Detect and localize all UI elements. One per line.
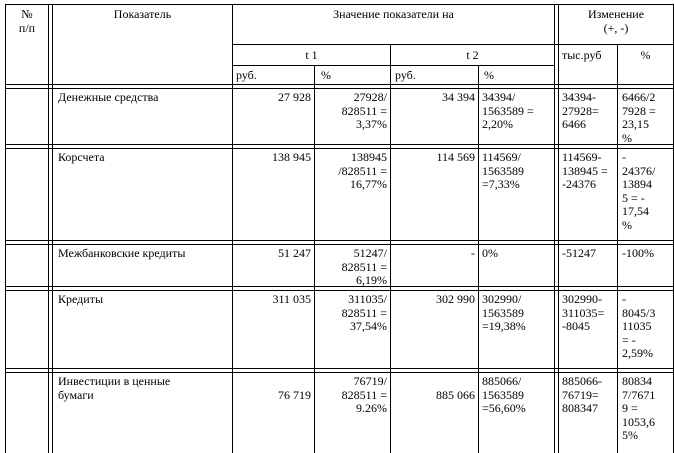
table-line	[48, 4, 49, 453]
row-t2-pct: 34394/ 1563589 = 2,20%	[482, 90, 534, 131]
table-line	[232, 4, 233, 453]
row-t1-pct: 27928/ 828511 = 3,37%	[341, 90, 387, 131]
table-line	[5, 368, 674, 369]
row-t1-rub: 51 247	[278, 246, 311, 260]
header-pct-t1: %	[321, 68, 331, 82]
row-t1-rub: 311 035	[272, 292, 311, 306]
table-line	[5, 290, 674, 291]
table-line	[554, 4, 555, 453]
header-indicator: Показатель	[113, 7, 172, 21]
row-change-rub: -51247	[562, 246, 596, 260]
header-value: Значение показатели на	[333, 7, 454, 21]
row-t1-rub: 138 945	[272, 150, 311, 164]
row-t2-rub: 885 066	[436, 388, 475, 402]
row-change-pct: 80834 7/7671 9 = 1053,6 5%	[622, 374, 656, 442]
row-t1-rub: 76 719	[278, 388, 311, 402]
row-t1-pct: 138945 /828511 = 16,77%	[338, 150, 387, 191]
table-line	[5, 148, 674, 149]
table-line	[52, 4, 53, 453]
table-line	[558, 4, 559, 453]
row-t2-rub: 302 990	[436, 292, 475, 306]
row-change-rub: 34394- 27928= 6466	[562, 90, 599, 131]
row-t1-pct: 76719/ 828511 = 9.26%	[341, 374, 387, 415]
table-line	[478, 65, 479, 453]
table-line	[5, 144, 674, 145]
row-change-pct: - 8045/3 11035 = - 2,59%	[622, 292, 656, 360]
row-change-rub: 885066- 76719= 808347	[562, 374, 602, 415]
header-t2: t 2	[466, 48, 479, 62]
row-change-rub: 302990- 311035= -8045	[562, 292, 605, 333]
row-t2-pct: 885066/ 1563589 =56,60%	[482, 374, 526, 415]
row-t2-rub: 114 569	[436, 150, 475, 164]
table-line	[5, 240, 674, 241]
row-t1-pct: 311035/ 828511 = 37,54%	[341, 292, 387, 333]
table-line	[5, 4, 674, 5]
table-line	[5, 244, 674, 245]
header-change-pct: %	[640, 48, 651, 62]
header-t1: t 1	[305, 48, 318, 62]
table-line	[232, 44, 674, 45]
row-t2-rub: 34 394	[442, 90, 475, 104]
row-t2-pct: 302990/ 1563589 =19,38%	[482, 292, 526, 333]
row-indicator-name: Корсчета	[58, 150, 105, 164]
row-change-pct: 6466/2 7928 = 23,15 %	[622, 90, 656, 145]
row-t2-rub: -	[471, 246, 475, 260]
table-line	[617, 44, 618, 453]
table-line	[232, 65, 554, 66]
row-indicator-name: Межбанковские кредиты	[58, 246, 186, 260]
header-rub-t2: руб.	[395, 68, 416, 82]
row-indicator-name: Кредиты	[58, 292, 104, 306]
row-t2-pct: 114569/ 1563589 =7,33%	[482, 150, 524, 191]
header-change-rub: тыс.руб	[562, 48, 602, 62]
row-t1-pct: 51247/ 828511 = 6,19%	[341, 246, 387, 287]
row-change-pct: - 24376/ 13894 5 = - 17,54 %	[622, 150, 656, 232]
row-t2-pct: 0%	[482, 246, 498, 260]
row-change-pct: -100%	[622, 246, 654, 260]
table-line	[5, 372, 674, 373]
row-indicator-name: Инвестиции в ценные бумаги	[58, 374, 171, 402]
row-change-rub: 114569- 138945 = -24376	[562, 150, 608, 191]
table-line	[5, 88, 674, 89]
row-t1-rub: 27 928	[278, 90, 311, 104]
header-change: Изменение (+, -)	[587, 7, 645, 35]
header-pct-t2: %	[484, 68, 494, 82]
table-line	[5, 84, 674, 85]
table-line	[5, 4, 6, 453]
header-rub-t1: руб.	[236, 68, 257, 82]
row-indicator-name: Денежные средства	[58, 90, 159, 104]
header-number: № п/п	[18, 7, 36, 35]
